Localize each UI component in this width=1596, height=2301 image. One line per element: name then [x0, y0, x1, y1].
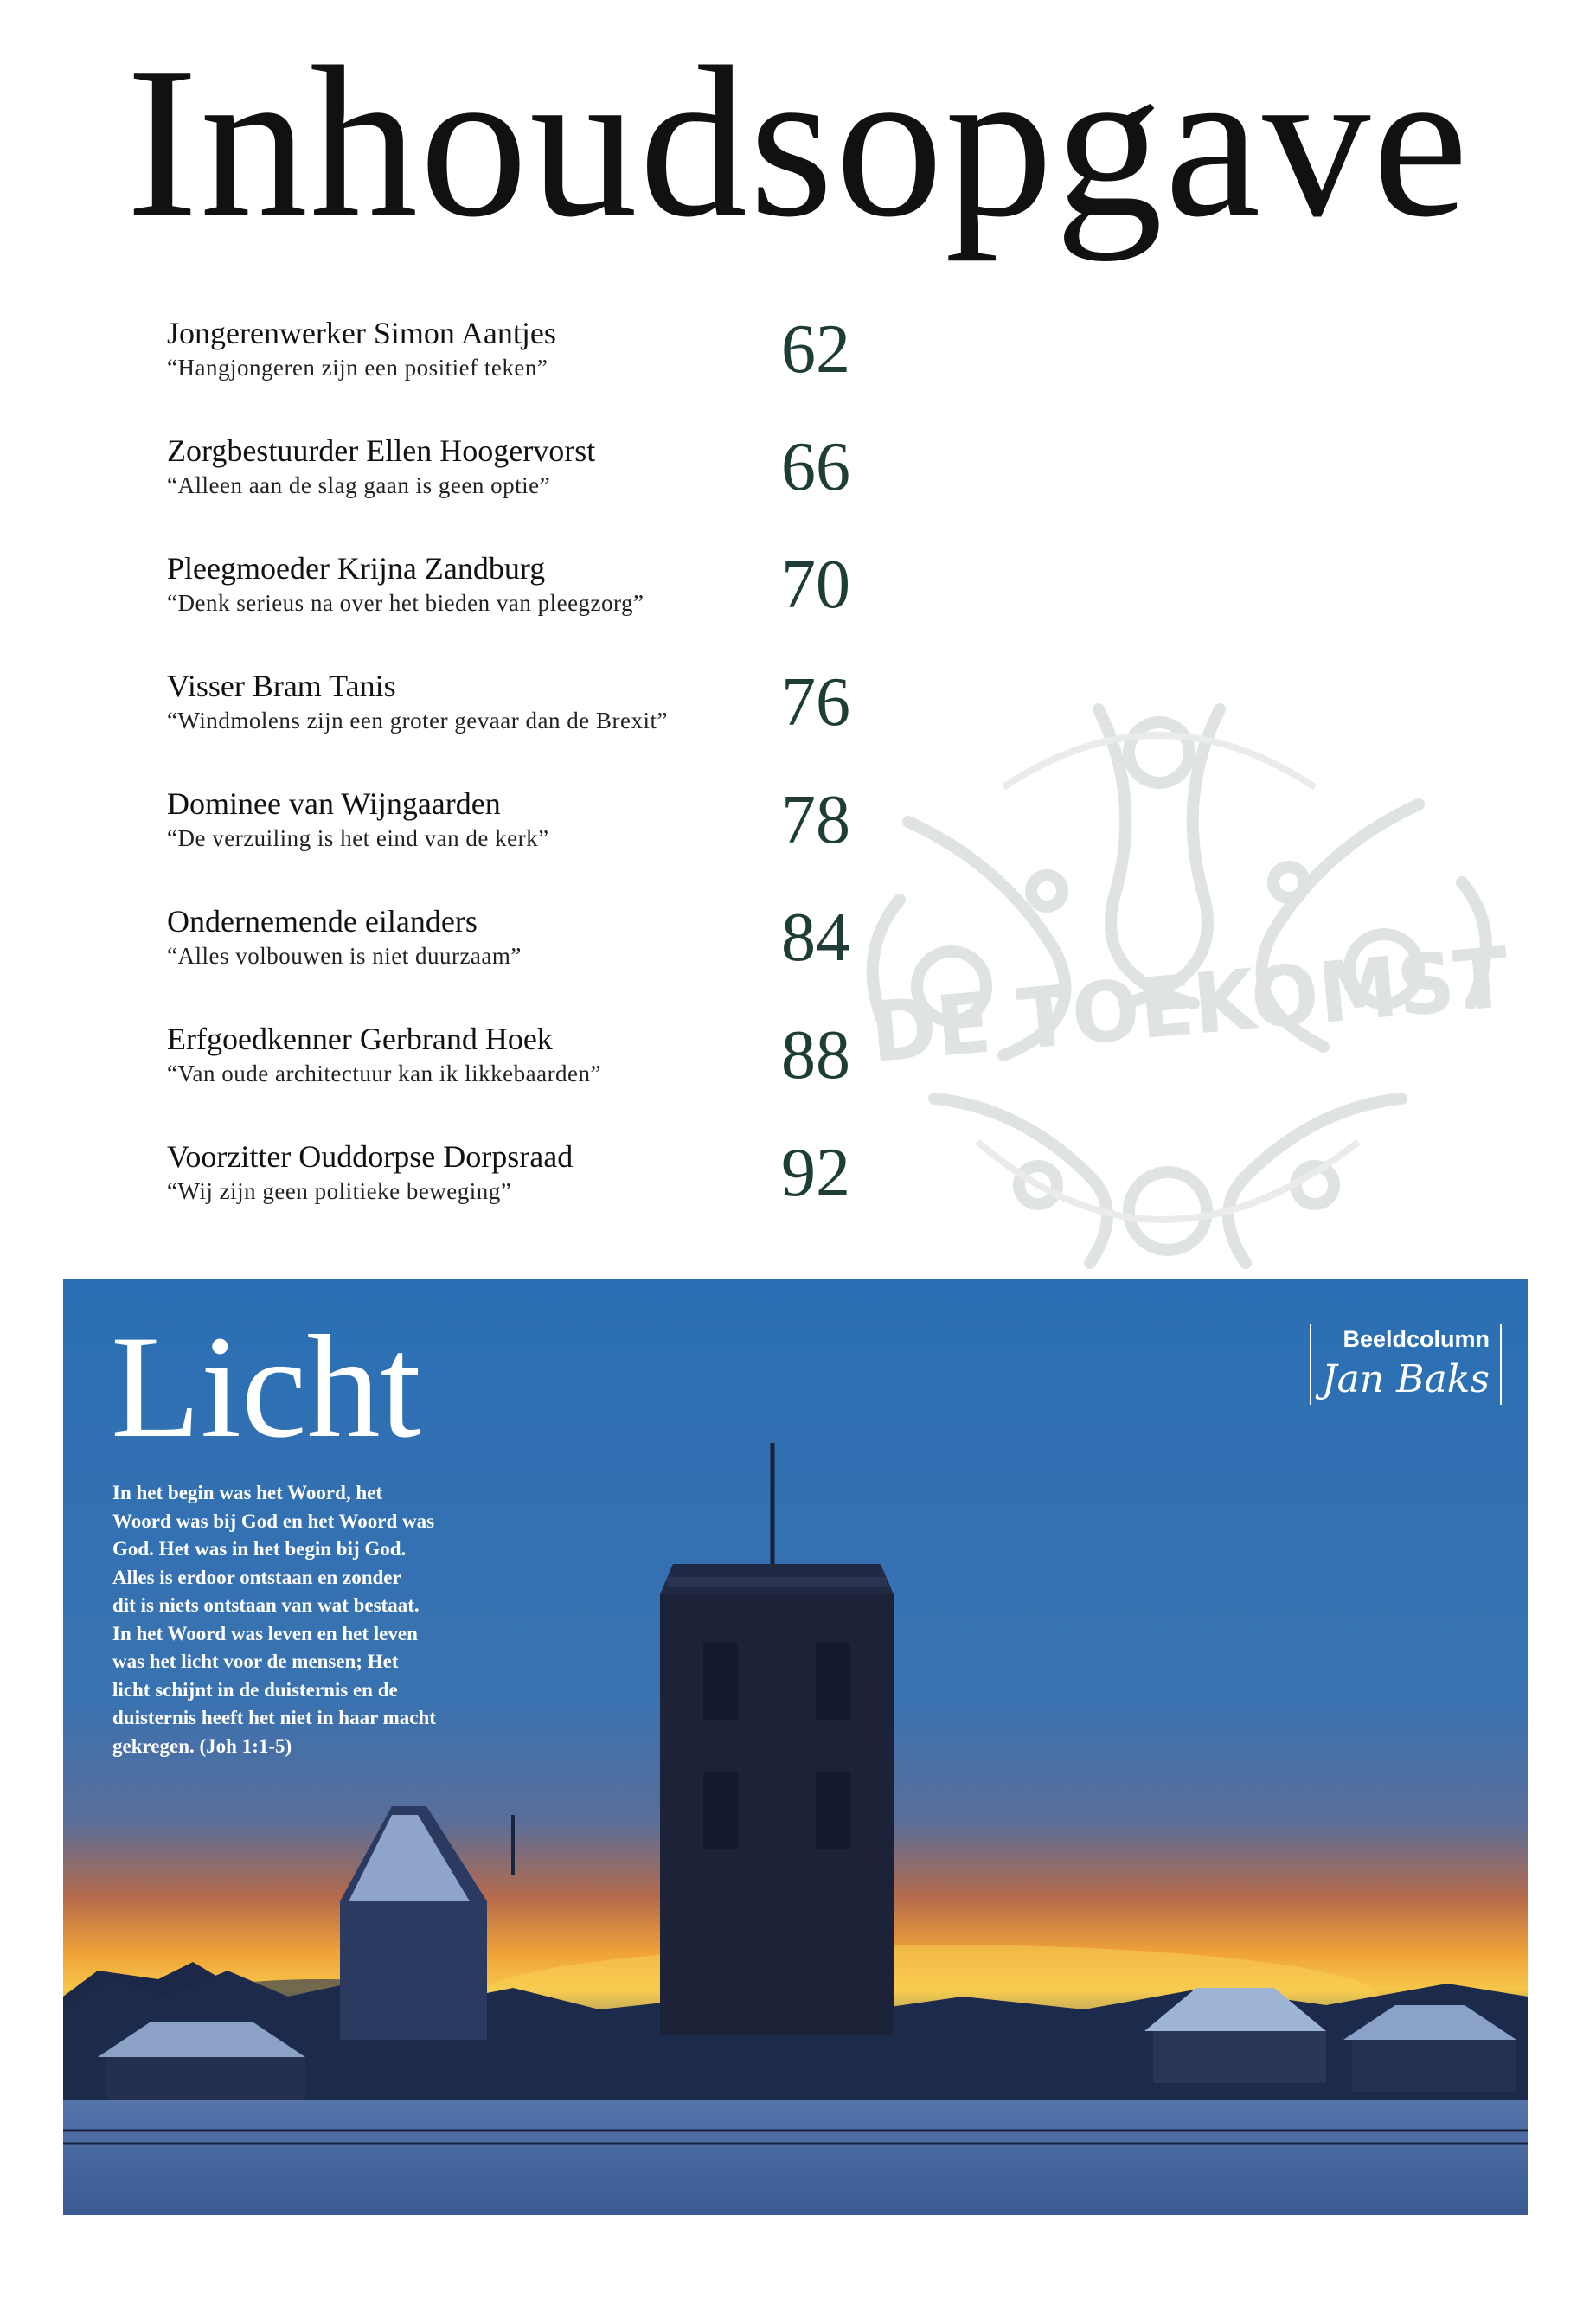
toc-entry-quote: “Alleen aan de slag gaan is geen optie” [167, 472, 551, 498]
toc-entry-title: Voorzitter Ouddorpse Dorpsraad [167, 1139, 574, 1174]
toc-entry-page-number: 88 [781, 1017, 850, 1093]
table-of-contents [167, 311, 876, 1253]
toc-entry[interactable] [167, 664, 876, 782]
page-title: Inhoudsopgave [125, 22, 1471, 262]
toc-entry[interactable] [167, 311, 876, 429]
toc-entry-title: Ondernemende eilanders [167, 904, 478, 939]
column-body-line: licht schijnt in de duisternis en de [112, 1678, 398, 1701]
de-toekomst-watermark-logo [830, 692, 1548, 1298]
toc-entry-quote: “Alles volbouwen is niet duurzaam” [167, 943, 522, 969]
toc-entry-page-number: 62 [781, 311, 850, 388]
toc-entry-quote: “Van oude architectuur kan ik likkebaarden” [167, 1061, 602, 1086]
column-body-line: gekregen. (Joh 1:1-5) [112, 1734, 292, 1757]
licht-photo-column [63, 1279, 1528, 2215]
toc-entry-title: Erfgoedkenner Gerbrand Hoek [167, 1022, 553, 1056]
toc-entry-quote: “Hangjongeren zijn een positief teken” [167, 355, 548, 381]
column-body-line: In het Woord was leven en het leven [112, 1622, 418, 1644]
column-body-text [112, 1479, 519, 1760]
column-body-line: In het begin was het Woord, het [112, 1482, 383, 1503]
column-body-line: duisternis heeft het niet in haar macht [112, 1707, 436, 1728]
toc-entry-page-number: 84 [781, 900, 850, 976]
toc-entry[interactable] [167, 1017, 876, 1135]
column-byline [1310, 1324, 1502, 1405]
toc-entry-quote: “Wij zijn geen politieke beweging” [167, 1178, 512, 1204]
column-body-line: Alles is erdoor ontstaan en zonder [112, 1566, 401, 1588]
toc-entry-page-number: 66 [781, 429, 850, 505]
toc-entry-page-number: 70 [781, 547, 850, 623]
toc-entry-title: Dominee van Wijngaarden [167, 786, 501, 821]
column-body-line: dit is niets ontstaan van wat bestaat. [112, 1594, 420, 1616]
watermark-text: DE TOEKOMST [866, 926, 1542, 1082]
column-label: Beeldcolumn [1343, 1326, 1490, 1352]
toc-entry[interactable] [167, 429, 876, 547]
toc-entry-title: Pleegmoeder Krijna Zandburg [167, 551, 546, 586]
toc-entry-title: Jongerenwerker Simon Aantjes [167, 316, 556, 350]
column-body-line: was het licht voor de mensen; Het [112, 1650, 399, 1672]
toc-entry-page-number: 76 [781, 664, 850, 740]
column-body-line: God. Het was in het begin bij God. [112, 1538, 407, 1560]
toc-entry[interactable] [167, 547, 876, 664]
toc-entry-title: Visser Bram Tanis [167, 669, 396, 703]
toc-entry-page-number: 92 [781, 1135, 850, 1211]
toc-entry-quote: “Denk serieus na over het bieden van pleegzorg” [167, 590, 644, 616]
toc-entry-page-number: 78 [781, 782, 850, 858]
column-author: Jan Baks [1321, 1357, 1490, 1401]
toc-entry[interactable] [167, 782, 876, 900]
toc-entry-title: Zorgbestuurder Ellen Hoogervorst [167, 433, 596, 468]
column-body-line: Woord was bij God en het Woord was [112, 1509, 435, 1532]
column-title: Licht [111, 1305, 421, 1468]
toc-entry-quote: “De verzuiling is het eind van de kerk” [167, 825, 549, 851]
toc-entry-quote: “Windmolens zijn een groter gevaar dan de Brexit” [167, 708, 668, 734]
toc-entry[interactable] [167, 900, 876, 1017]
toc-entry[interactable] [167, 1135, 876, 1253]
